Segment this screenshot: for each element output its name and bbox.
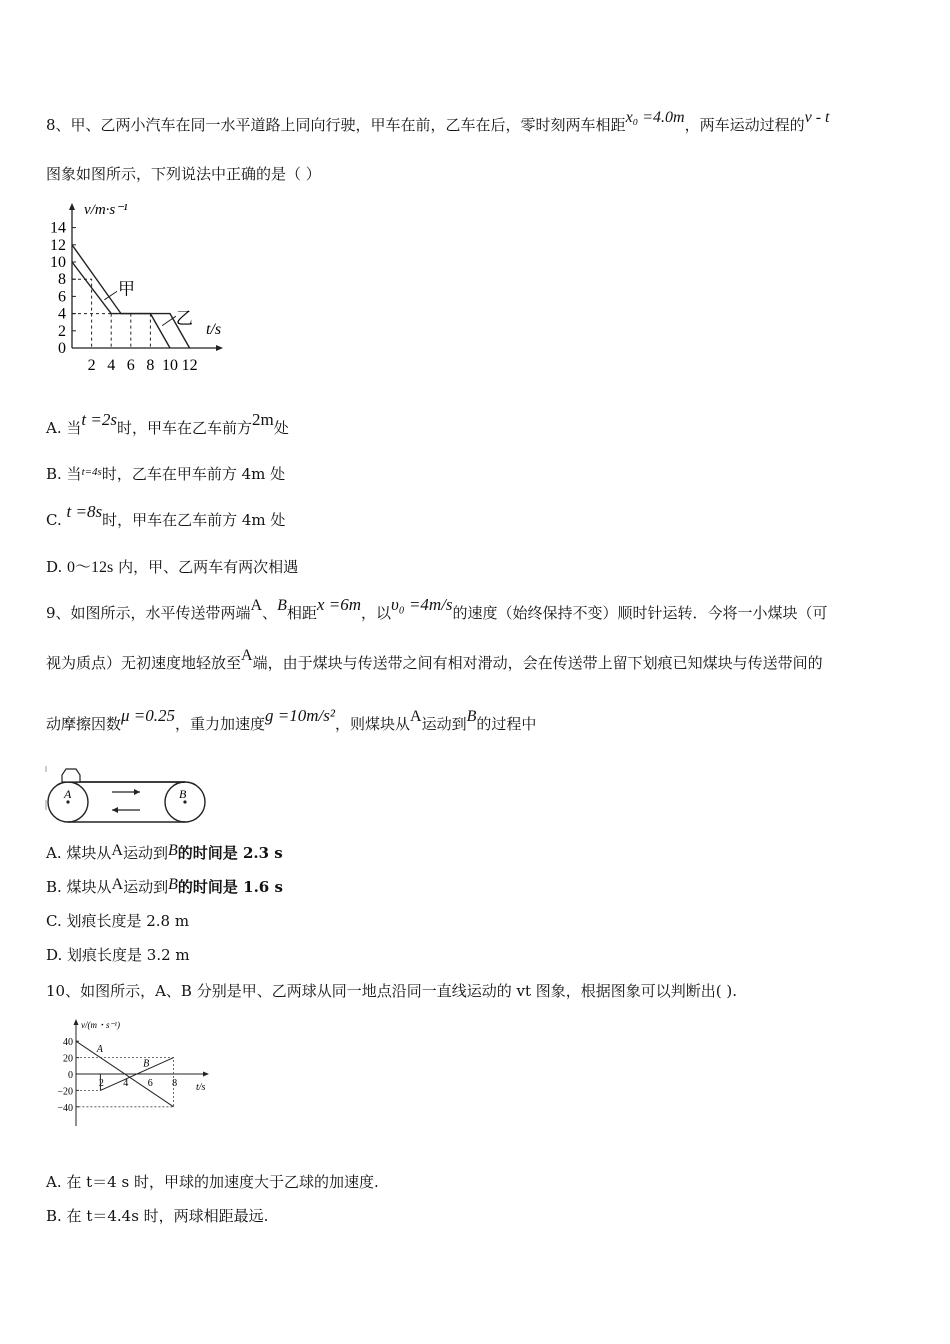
q8-opta-math1: t =2s [81,410,117,429]
q9-s5: 的速度（始终保持不变）顺时针运转．今将一小煤块（可 [452,604,828,622]
q9-a: A [250,597,263,614]
x-tick-label: 2 [98,1078,104,1089]
q9-s2: 、 [262,604,278,622]
q8-optd-pre: D. [46,558,63,576]
q9-s4: ，以 [360,604,391,622]
y-tick-label: 40 [63,1037,73,1049]
q9-opta-2: 运动到 [122,844,168,862]
q8-option-b [46,464,285,486]
q8-optc-post: 时，甲车在乙车前方 4m 处 [102,511,286,529]
y-tick-label: 0 [68,1070,73,1081]
q9-line2-a: A [241,647,253,664]
q9-optb-2: 运动到 [123,878,169,896]
x-tick-label: 6 [126,357,135,373]
q9-line2-pre: 视为质点）无初速度地轻放至 [46,654,242,672]
y-axis-label: v/m·s⁻¹ [84,202,128,218]
x-axis-arrow [203,1072,209,1077]
q9-stem-line3 [46,706,537,735]
y-tick-label: 20 [63,1053,73,1065]
x-tick-label: 6 [147,1078,153,1089]
y-tick-label: −40 [57,1102,73,1114]
series-label-jia: 甲 [118,279,136,299]
series-line-jia [72,262,170,348]
coal-block [62,769,80,782]
y-tick-label: 2 [58,322,66,340]
q8-opta-math2: 2m [251,410,274,429]
x-tick-label: 10 [162,357,178,373]
q9-conveyor-diagram [42,762,212,824]
q8-opta-post: 处 [273,419,289,437]
q8-stem-part1: 8、甲、乙两小汽车在同一水平道路上同向行驶，甲车在前，乙车在后，零时刻两车相距 [46,116,626,134]
q9-line3-mid: ，重力加速度 [175,715,266,733]
q9-stem-line2 [46,647,823,674]
q9-optb-0: B. 煤块从 [46,878,112,896]
q9-option-a [46,843,283,864]
q9-line3-post3: 的过程中 [476,715,537,733]
q10-vt-chart [46,1016,226,1141]
x-tick-label: 4 [107,357,116,373]
series-label-b: B [143,1058,150,1070]
dashed-guide [76,1074,100,1090]
q8-optc-math: t =8s [66,502,103,521]
q9-optb-4: 的时间是 1.6 s [177,878,283,896]
q8-vt: v - t [804,109,830,126]
q9-opta-1: A [111,842,123,859]
q9-mu: μ =0.25 [121,706,176,725]
x-tick-label: 4 [123,1078,129,1089]
q8-stem-line1 [46,109,830,136]
q9-line3-a: A [410,708,422,725]
q9-option-b [46,877,283,898]
q9-stem-line1 [46,595,828,624]
q8-optb-math: t=4s [81,466,102,478]
series-label-yi: 乙 [175,308,193,328]
q9-g: g =10m/s² [265,706,335,725]
y-axis-arrow [74,1019,79,1025]
q9-line2-post: 端，由于煤块与传送带之间有相对滑动，会在传送带上留下划痕已知煤块与传送带间的 [252,654,823,672]
y-tick-label: 14 [50,219,66,237]
q9-optb-1: A [111,876,124,893]
y-tick-label: 10 [50,254,66,271]
series-label-a: A [96,1043,103,1055]
q9-s3: 相距 [286,604,317,622]
q10-option-a: A. 在 t＝4 s 时，甲球的加速度大于乙球的加速度. [46,1173,379,1191]
q8-optb-pre: B. 当 [46,465,82,483]
q8-optd-post: 内，甲、乙两车有两次相遇 [118,558,299,576]
y-tick-label: 8 [58,271,66,289]
q8-optd-math: 0～12s [67,559,114,576]
q9-opta-3: B [167,842,178,859]
y-tick-label: 4 [58,305,66,323]
q9-optb-3: B [168,876,178,893]
q8-vt-chart [40,198,230,373]
x-tick-label: 12 [181,357,198,373]
q10-stem: 10、如图所示，A、B 分别是甲、乙两球从同一地点沿同一直线运动的 vt 图象，根据图象可以判断出( ). [46,982,737,1000]
q8-x0: x₀ =4.0m [625,109,685,126]
label-b: B [179,787,187,801]
q9-b: B [277,597,287,614]
x-axis-arrow [216,345,223,351]
x-axis-label: t/s [196,1082,206,1093]
q8-stem-line2: 图象如图所示，下列说法中正确的是（ ） [46,165,321,183]
q9-opta-4: 的时间是 2.3 s [177,844,283,862]
x-tick-label: 2 [87,357,96,373]
q8-opta-pre: A. 当 [46,419,82,437]
q8-optb-post: 时，乙车在甲车前方 4m 处 [101,465,286,483]
q8-option-a [46,410,289,438]
q9-s1: 9、如图所示，水平传送带两端 [46,604,251,622]
q9-line3-post1: ，则煤块从 [334,715,410,733]
x-tick-label: 8 [146,357,155,373]
q9-option-d: D. 划痕长度是 3.2 m [46,946,190,964]
x-tick-label: 8 [172,1078,178,1089]
y-tick-label: 12 [50,236,66,254]
q8-option-d [46,557,298,578]
q9-line3-pre: 动摩擦因数 [46,715,122,733]
q9-x: x =6m [316,595,361,614]
q9-option-c: C. 划痕长度是 2.8 m [46,912,190,930]
y-tick-label: 0 [58,340,66,357]
y-tick-label: 6 [58,288,66,306]
q10-option-b: B. 在 t＝4.4s 时，两球相距最远. [46,1207,269,1225]
q9-v0: υ₀ =4m/s [390,595,453,614]
q8-optc-pre: C. [46,511,62,529]
q9-line3-post2: 运动到 [421,715,467,733]
q9-line3-b: B [466,708,477,725]
q9-opta-0: A. 煤块从 [46,844,112,862]
q8-opta-mid: 时，甲车在乙车前方 [116,419,252,437]
y-axis-label: v/(m・s⁻¹) [81,1020,120,1030]
y-tick-label: −20 [57,1086,73,1098]
label-a: A [64,787,72,801]
q8-stem-part2: ，两车运动过程的 [684,116,805,134]
x-axis-label: t/s [206,321,222,338]
q8-option-c [46,502,286,530]
y-axis-arrow [69,203,75,210]
